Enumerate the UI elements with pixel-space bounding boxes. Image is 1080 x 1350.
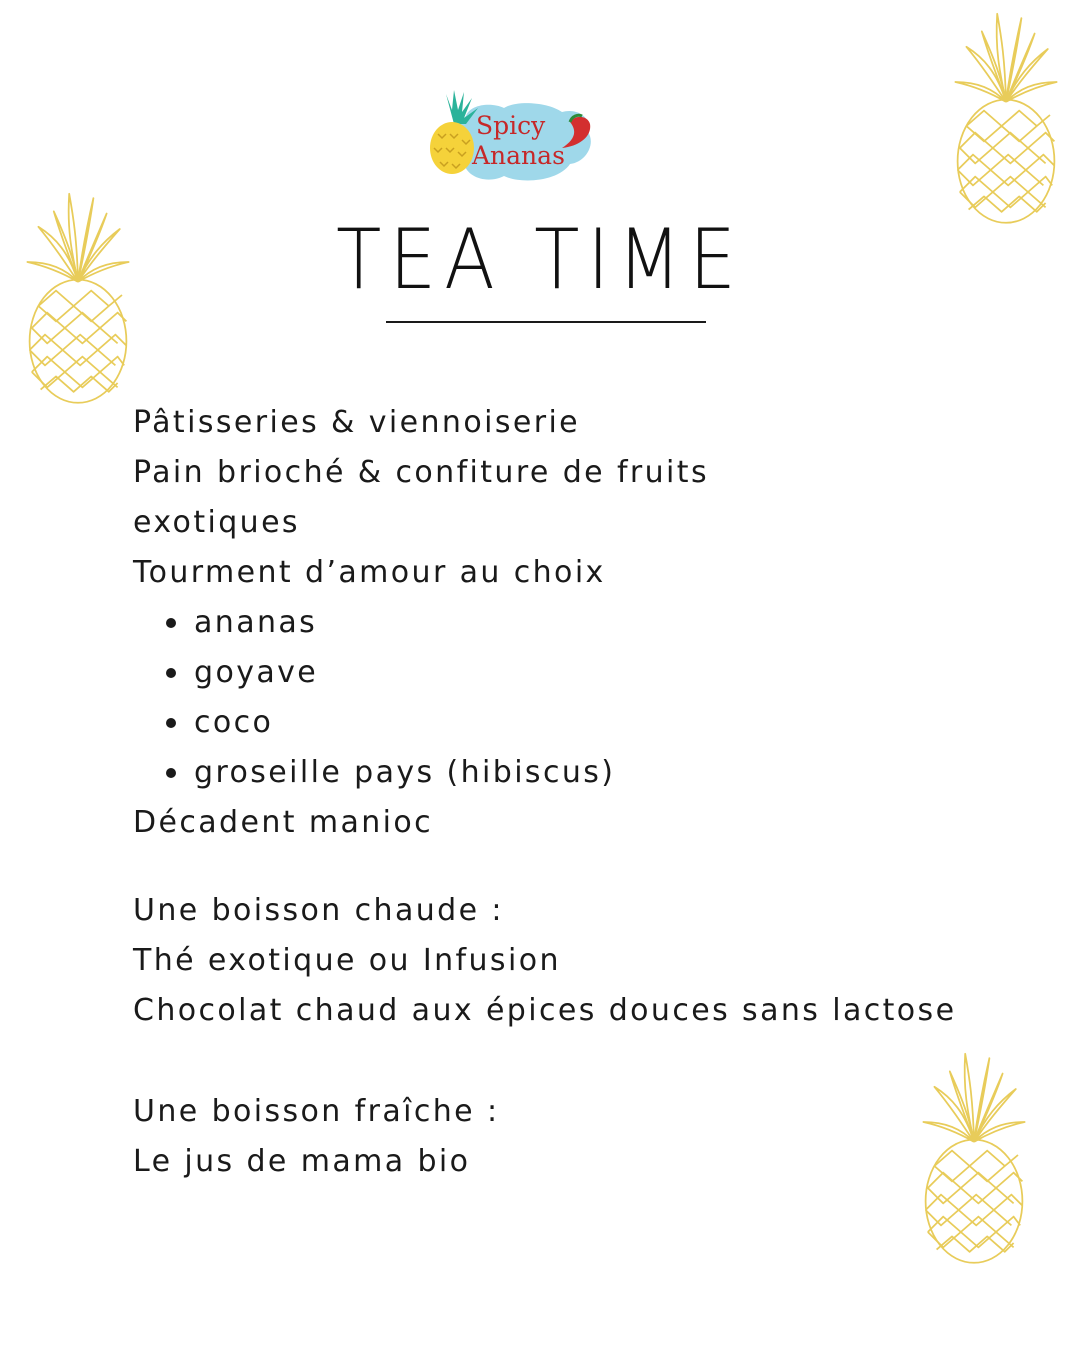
menu-item: Pain brioché & confiture de fruits [133, 455, 709, 490]
choice-label: ananas [194, 605, 318, 640]
cold-drink-item: Le jus de mama bio [133, 1144, 471, 1179]
cold-drink-heading: Une boisson fraîche : [133, 1094, 500, 1129]
hot-drink-item: Chocolat chaud aux épices douces sans lactose [133, 993, 957, 1028]
bullet-icon [166, 768, 176, 778]
bullet-icon [166, 718, 176, 728]
bullet-icon [166, 618, 176, 628]
menu-item: exotiques [133, 505, 300, 540]
menu-item: Pâtisseries & viennoiserie [133, 405, 581, 440]
choice-label: coco [194, 705, 274, 740]
logo-text-ananas: Ananas [472, 141, 565, 170]
choice-label: goyave [194, 655, 319, 690]
choice-item [133, 648, 1033, 698]
menu-item: Décadent manioc [133, 805, 434, 840]
choice-label: groseille pays (hibiscus) [194, 755, 616, 790]
choice-item [133, 598, 1033, 648]
choice-item [133, 698, 1033, 748]
choice-list [133, 598, 1033, 798]
pineapple-outline-icon [950, 5, 1062, 225]
pineapple-top-right-icon [950, 5, 1062, 225]
logo-text-spicy: Spicy [476, 111, 546, 140]
hot-drink-heading: Une boisson chaude : [133, 893, 504, 928]
menu-item: Tourment d’amour au choix [133, 555, 606, 590]
menu-content [133, 398, 1033, 1187]
title-underline [386, 321, 706, 323]
choice-item [133, 748, 1033, 798]
hot-drink-item: Thé exotique ou Infusion [133, 943, 561, 978]
page-title: TEA TIME [336, 212, 744, 309]
bullet-icon [166, 668, 176, 678]
brand-logo [420, 86, 600, 186]
